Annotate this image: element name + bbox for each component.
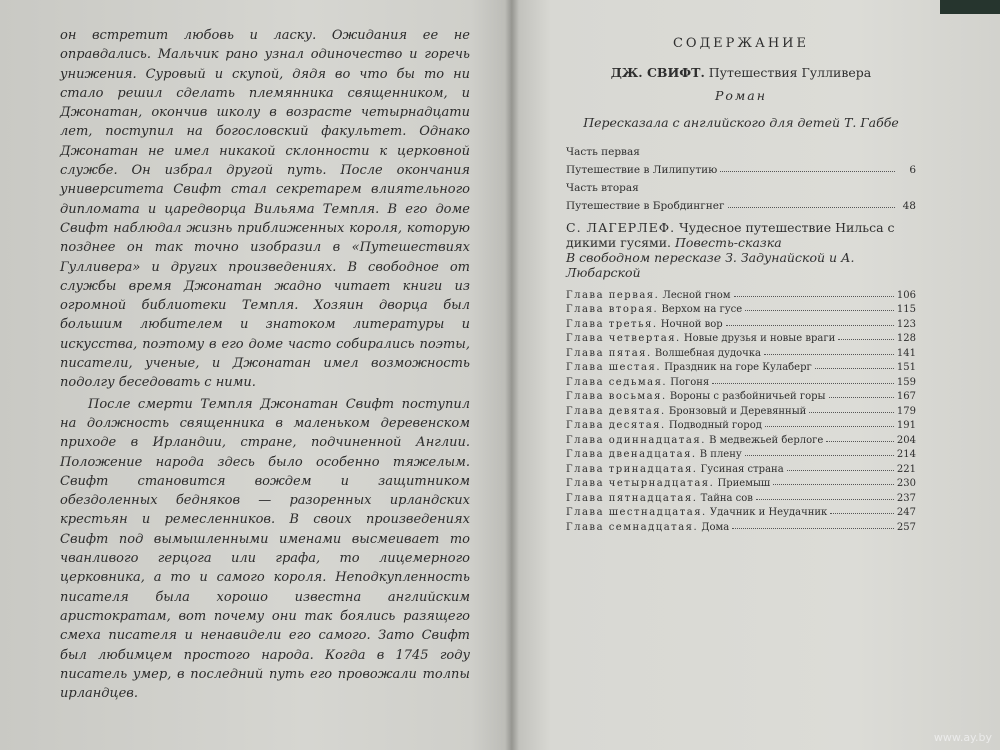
list-item bbox=[566, 417, 916, 432]
chapter-title: Верхом на гусе bbox=[661, 304, 743, 315]
entry-label bbox=[566, 333, 835, 344]
list-item bbox=[566, 460, 916, 475]
dot-leader bbox=[732, 528, 894, 529]
page-number: 247 bbox=[896, 507, 916, 518]
biography-text bbox=[60, 26, 470, 703]
page-number: 230 bbox=[896, 478, 916, 489]
list-item bbox=[566, 359, 916, 374]
entry-label bbox=[566, 464, 784, 475]
page-number: 115 bbox=[896, 304, 916, 315]
chapter-title: Волшебная дудочка bbox=[654, 347, 761, 359]
list-item bbox=[566, 194, 916, 212]
chapter-number: Глава вторая. bbox=[566, 304, 659, 315]
list-item bbox=[566, 388, 916, 403]
list-item bbox=[566, 140, 916, 158]
chapter-number: Глава семнадцатая. bbox=[566, 521, 699, 533]
chapter-title: Ночной вор bbox=[660, 318, 723, 330]
chapter-title: Бронзовый и Деревянный bbox=[668, 405, 807, 417]
book1-genre: Роман bbox=[715, 88, 767, 103]
dot-leader bbox=[764, 354, 894, 355]
entry-label bbox=[566, 449, 742, 460]
page-number: 128 bbox=[896, 333, 916, 344]
chapter-title: В плену bbox=[699, 449, 742, 460]
book1-translator: Пересказала с английского для детей Т. Габбе bbox=[583, 115, 899, 130]
chapter-title: Лесной гном bbox=[662, 289, 731, 301]
list-item bbox=[566, 301, 916, 316]
dot-leader bbox=[745, 310, 894, 311]
page-number: 191 bbox=[896, 420, 916, 431]
book2-header bbox=[566, 220, 916, 280]
list-item bbox=[566, 158, 916, 176]
entry-label bbox=[566, 507, 827, 518]
entry-label bbox=[566, 435, 823, 446]
background-corner bbox=[940, 0, 1000, 14]
page-number: 6 bbox=[909, 164, 916, 176]
dot-leader bbox=[787, 470, 894, 471]
entry-label bbox=[566, 348, 761, 359]
entry-label bbox=[566, 290, 731, 301]
chapter-number: Глава первая. bbox=[566, 289, 660, 301]
entry-label: Часть первая bbox=[566, 146, 640, 158]
entry-label bbox=[566, 493, 753, 504]
entry-label: Часть вторая bbox=[566, 182, 639, 194]
dot-leader bbox=[734, 296, 894, 297]
entry-label bbox=[566, 420, 762, 431]
entry-label bbox=[566, 377, 709, 388]
page-number: 141 bbox=[896, 347, 916, 359]
page-number: 159 bbox=[896, 376, 916, 388]
dot-leader bbox=[829, 397, 894, 398]
dot-leader bbox=[773, 484, 894, 485]
chapter-title: Приемыш bbox=[717, 478, 771, 489]
chapter-number: Глава пятнадцатая. bbox=[566, 492, 698, 504]
chapter-title: Новые друзья и новые враги bbox=[683, 333, 836, 344]
list-item bbox=[566, 446, 916, 461]
page-number: 123 bbox=[896, 318, 916, 330]
dot-leader bbox=[809, 412, 894, 413]
table-of-contents bbox=[566, 30, 916, 533]
book2-title-line bbox=[566, 220, 916, 250]
dot-leader bbox=[720, 171, 895, 172]
list-item bbox=[566, 344, 916, 359]
chapter-number: Глава четвертая. bbox=[566, 333, 681, 344]
page-number: 179 bbox=[896, 405, 916, 417]
list-item bbox=[566, 330, 916, 345]
chapter-title: Удачник и Неудачник bbox=[709, 507, 828, 518]
book2-genre: Повесть-сказка bbox=[675, 235, 782, 250]
chapter-number: Глава тринадцатая. bbox=[566, 463, 698, 475]
page-number: 48 bbox=[902, 200, 916, 212]
chapter-title: Подводный город bbox=[668, 420, 762, 431]
entry-label bbox=[566, 319, 723, 330]
chapter-number: Глава седьмая. bbox=[566, 376, 668, 388]
dot-leader bbox=[826, 441, 894, 442]
entry-label bbox=[566, 406, 806, 417]
chapter-title: Тайна сов bbox=[700, 492, 753, 504]
chapter-number: Глава третья. bbox=[566, 318, 658, 330]
book1-entries bbox=[566, 140, 916, 212]
book-gutter bbox=[505, 0, 519, 750]
chapter-title: Дома bbox=[701, 521, 730, 533]
entry-label bbox=[566, 391, 826, 402]
entry-label: Путешествие в Бробдингнег bbox=[566, 200, 725, 212]
chapter-number: Глава шестнадцатая. bbox=[566, 507, 707, 518]
dot-leader bbox=[745, 455, 894, 456]
list-item bbox=[566, 504, 916, 519]
dot-leader bbox=[728, 207, 896, 208]
page-number: 151 bbox=[896, 362, 916, 373]
page-number: 257 bbox=[896, 521, 916, 533]
dot-leader bbox=[712, 383, 894, 384]
chapter-title: Вороны с разбойничьей горы bbox=[669, 391, 826, 402]
paragraph: он встретит любовь и ласку. Ожидания ее не оправдались. Мальчик рано узнал одиночество и горечь унижения. Суровый и скупой, дядя во что бы то ни стало решил сделать племянника священником, и Джонатан, окончив школу в возрасте четырнадцати лет, поступил на богословский факультет. Однако Джонатан не имел никакой склонности к церковной службе. Он избрал другой путь. После окончания университета Свифт стал секретарем влиятельного дипломата и царедворца Вильяма Темпля. В его доме Свифт наблюдал жизнь приближенных короля, которую позднее он так точно изобразил в «Путешествиях Гулливера» и других произведениях. В свободное от службы время Джонатан жадно читает книги из огромной библиотеки Темпля. Хозяин дворца был большим любителем и знатоком литературы и искусства, поэтому в его доме часто собирались поэты, писатели, ученые, и Джонатан имел возможность подолгу беседовать с ними. bbox=[60, 28, 470, 391]
book1-author: ДЖ. СВИФТ. bbox=[610, 65, 705, 80]
list-item bbox=[566, 286, 916, 301]
book2-translator: В свободном пересказе З. Задунайской и А. Любарской bbox=[566, 250, 855, 280]
chapter-number: Глава девятая. bbox=[566, 405, 666, 417]
page-number: 237 bbox=[896, 492, 916, 504]
chapter-number: Глава двенадцатая. bbox=[566, 449, 697, 460]
watermark: www.ay.by bbox=[933, 731, 992, 744]
book2-title: Чудесное путешествие Нильса с дикими гусями. bbox=[566, 220, 895, 250]
chapter-number: Глава четырнадцатая. bbox=[566, 478, 715, 489]
page-number: 167 bbox=[896, 391, 916, 402]
entry-label bbox=[566, 478, 770, 489]
paragraph: После смерти Темпля Джонатан Свифт поступил на должность священника в маленьком деревенском приходе в Ирландии, стране, подчиненной Англии. Положение народа здесь было особенно тяжелым. Свифт становится вождем и защитником обездоленных бедняков — разоренных ирландских крестьян и ремесленников. В своих произведениях Свифт под вымышленными именами высмеивает то чванливого герцога или графа, то лицемерного церковника, а то и самого короля. Неподкупленность писателя была хорошо известна английским аристократам, вот почему они так боялись разящего смеха писателя и ненавидели его самого. Зато Свифт был любимцем простого народа. Когда в 1745 году писатель умер, в последний путь его провожали толпы ирландцев. bbox=[60, 396, 470, 702]
book1-title: Путешествия Гулливера bbox=[708, 65, 872, 80]
chapter-number: Глава шестая. bbox=[566, 362, 662, 373]
entry-label bbox=[566, 304, 742, 315]
dot-leader bbox=[830, 513, 894, 514]
chapter-title: В медвежьей берлоге bbox=[709, 434, 824, 446]
list-item bbox=[566, 176, 916, 194]
dot-leader bbox=[756, 499, 894, 500]
chapter-title: Праздник на горе Кулаберг bbox=[664, 362, 812, 373]
chapter-number: Глава одиннадцатая. bbox=[566, 434, 706, 446]
list-item bbox=[566, 489, 916, 504]
book2-entries bbox=[566, 286, 916, 533]
dot-leader bbox=[726, 325, 894, 326]
list-item bbox=[566, 518, 916, 533]
chapter-title: Погоня bbox=[670, 376, 710, 388]
chapter-number: Глава пятая. bbox=[566, 347, 652, 359]
list-item bbox=[566, 431, 916, 446]
chapter-number: Глава десятая. bbox=[566, 420, 666, 431]
toc-heading: СОДЕРЖАНИЕ bbox=[672, 36, 810, 51]
dot-leader bbox=[838, 339, 894, 340]
list-item bbox=[566, 315, 916, 330]
entry-label bbox=[566, 362, 812, 373]
chapter-title: Гусиная страна bbox=[700, 463, 784, 475]
book2-author: С. ЛАГЕРЛЕФ. bbox=[566, 220, 676, 235]
entry-label: Путешествие в Лилипутию bbox=[566, 164, 718, 176]
list-item bbox=[566, 402, 916, 417]
book1-title-line bbox=[566, 65, 916, 80]
dot-leader bbox=[815, 368, 894, 369]
list-item bbox=[566, 475, 916, 490]
dot-leader bbox=[765, 426, 894, 427]
chapter-number: Глава восьмая. bbox=[566, 391, 667, 402]
page-number: 214 bbox=[896, 449, 916, 460]
entry-label bbox=[566, 522, 729, 533]
page-number: 221 bbox=[896, 463, 916, 475]
page-number: 204 bbox=[896, 434, 916, 446]
page-number: 106 bbox=[896, 289, 916, 301]
list-item bbox=[566, 373, 916, 388]
